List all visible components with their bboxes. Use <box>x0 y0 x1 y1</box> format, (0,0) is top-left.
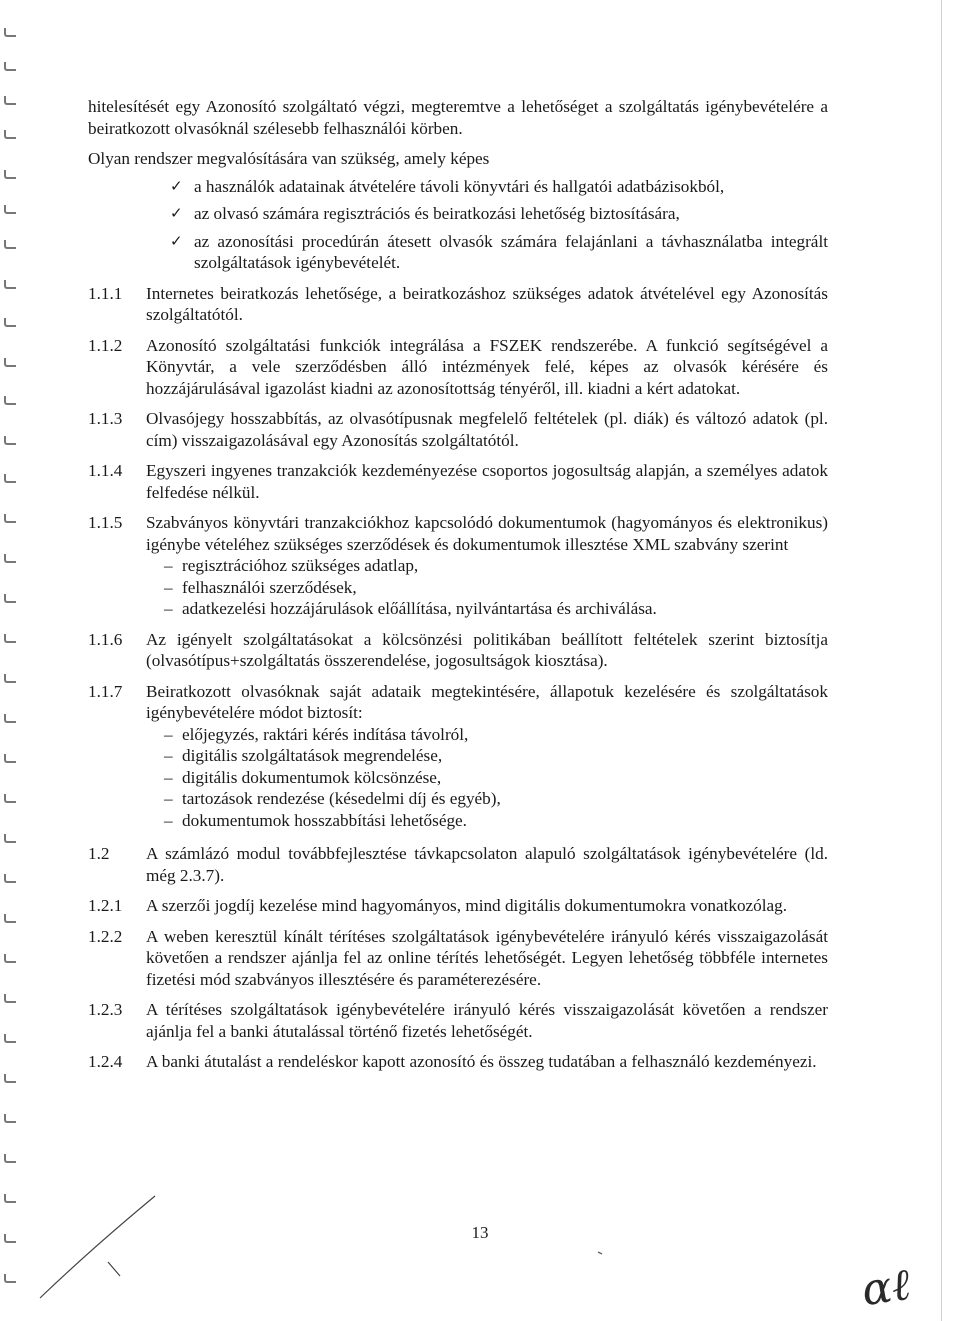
item-text: Beiratkozott olvasóknak saját adataik megtekintésére, állapotuk kezelésére és szolgáltatások igénybevételére módot biztosít: <box>146 681 828 722</box>
pen-stroke <box>108 1262 120 1276</box>
handwritten-initials: ɑℓ <box>858 1258 914 1317</box>
dash-list-item: – tartozások rendezése (késedelmi díj és egyéb), <box>164 788 828 810</box>
item-number: 1.1.1 <box>88 283 123 303</box>
dash-list-item: – felhasználói szerződések, <box>164 577 828 599</box>
page-number: 13 <box>471 1223 489 1242</box>
item-number: 1.1.4 <box>88 461 123 480</box>
dash-list-item: – előjegyzés, raktári kérés indítása távolról, <box>164 724 828 746</box>
item-text: A térítéses szolgáltatások igénybevételére irányuló kérés visszaigazolását követően a rendszer ajánlja fel a banki átutalással történő fizetés lehetőségét. <box>146 1000 828 1041</box>
item-number: 1.2.2 <box>88 926 123 946</box>
pen-stroke <box>40 1196 155 1298</box>
item-text: A weben keresztül kínált térítéses szolgáltatások igénybevételére irányuló kérés visszaigazolását követően a rendszer ajánlja fel az online térítés lehetőségét. Legyen lehetőség többféle internetes fizetési mód szabványos illesztésére és paraméterezésére. <box>146 926 828 989</box>
intro-paragraph: hitelesítését egy Azonosító szolgáltató végzi, megteremtve a lehetőséget a szolgáltatás igénybevételére a beiratkozott olvasóknál szélesebb felhasználói körben. <box>88 97 828 138</box>
pen-speck <box>598 1252 602 1254</box>
item-text: A banki átutalást a rendeléskor kapott azonosító és összeg tudatában a felhasználó kezdeményezi. <box>146 1052 817 1071</box>
dash-list-item: – adatkezelési hozzájárulások előállítása, nyilvántartása és archiválása. <box>164 598 828 620</box>
item-number: 1.1.3 <box>88 409 123 428</box>
intro-lead: Olyan rendszer megvalósítására van szükség, amely képes <box>88 149 490 168</box>
item-text: A számlázó modul továbbfejlesztése távkapcsolaton alapuló szolgáltatások igénybevételére (ld. még 2.3.7). <box>146 844 828 885</box>
check-item: ✓ a használók adatainak átvételére távoli könyvtári és hallgatói adatbázisokból, <box>170 176 725 196</box>
item-number: 1.2.3 <box>88 1000 123 1019</box>
item-number: 1.1.2 <box>88 335 123 355</box>
item-number: 1.1.6 <box>88 629 123 649</box>
dash-list-item: – dokumentumok hosszabbítási lehetősége. <box>164 810 828 832</box>
item-text: Egyszeri ingyenes tranzakciók kezdeményezése csoportos jogosultság alapján, a személyes adatok felfedése nélkül. <box>146 461 828 502</box>
item-number: 1.1.7 <box>88 681 123 701</box>
item-text: A szerzői jogdíj kezelése mind hagyományos, mind digitális dokumentumokra vonatkozólag. <box>146 896 788 915</box>
check-item: ✓ az azonosítási procedúrán átesett olvasók számára felajánlani a távhasználatba integrált szolgáltatások igénybevételét. <box>170 231 828 272</box>
item-text: Szabványos könyvtári tranzakciókhoz kapcsolódó dokumentumok (hagyományos és elektronikus) igénybe vételéhez szükséges szerződések és dokumentumok illesztése XML szabvány szerint <box>146 513 828 554</box>
dash-list-item: – digitális dokumentumok kölcsönzése, <box>164 767 828 789</box>
check-item: ✓ az olvasó számára regisztrációs és beiratkozási lehetőség biztosítására, <box>170 204 680 223</box>
checkmark-icon: ✓ <box>170 231 183 250</box>
item-text: Internetes beiratkozás lehetősége, a beiratkozáshoz szükséges adatok átvételével egy Azonosítás szolgáltatótól. <box>146 283 828 324</box>
dash-list-item: – regisztrációhoz szükséges adatlap, <box>164 555 828 577</box>
item-number: 1.1.5 <box>88 513 123 532</box>
dash-list-item: – digitális szolgáltatások megrendelése, <box>164 745 828 767</box>
item-number: 1.2.4 <box>88 1052 123 1071</box>
checkmark-icon: ✓ <box>170 204 183 222</box>
item-number: 1.2 <box>88 844 110 863</box>
item-number: 1.2.1 <box>88 896 123 915</box>
checkmark-icon: ✓ <box>170 176 183 195</box>
item-text: Azonosító szolgáltatási funkciók integrálása a FSZEK rendszerébe. A funkció segítségével a Könyvtár, a vele szerződésben álló intézmények felé, képes az olvasók kérésére és hozzájárulásával igazolást kiadni az azonosítottság tényéről, ill. kiadni a kért adatokat. <box>146 335 828 398</box>
item-text: Az igényelt szolgáltatásokat a kölcsönzési politikában beállított feltételek szerint biztosítja (olvasótípus+szolgáltatás összerendelése, jogosultságok kiosztása). <box>146 629 828 670</box>
item-text: Olvasójegy hosszabbítás, az olvasótípusnak megfelelő feltételek (pl. diák) és változó adatok (pl. cím) visszaigazolásával egy Azonosítás szolgáltatótól. <box>146 409 828 450</box>
